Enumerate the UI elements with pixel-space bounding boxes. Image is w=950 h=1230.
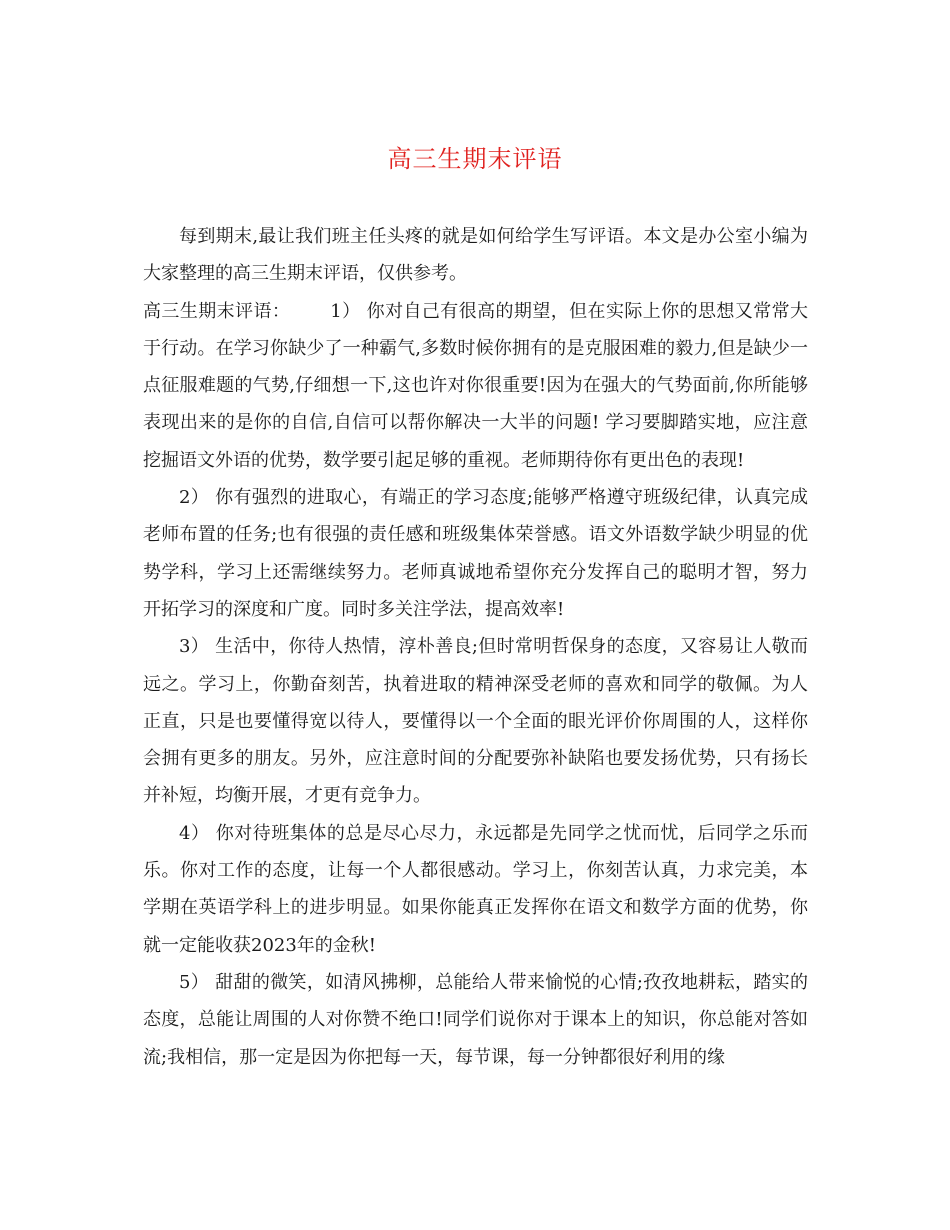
comment-text-1: 1） 你对自己有很高的期望，但在实际上你的思想又常常大于行动。在学习你缺少了一种霸气,多数时候你拥有的是克服困难的毅力,但是缺少一点征服难题的气势,仔细想一下,这也许对你很重要!因为在强大的气势面前,你所能够表现出来的是你的自信,自信可以帮你解决一大半的问题! 学习要脚踏实地，应注意挖掘语文外语的优势，数学要引起足够的重视。老师期待你有更出色的表现! xyxy=(143,300,809,471)
comment-paragraph-1 xyxy=(143,293,808,479)
page-title: 高三生期末评语 xyxy=(387,145,563,173)
comment-paragraph-3: 3） 生活中，你待人热情，淳朴善良;但时常明哲保身的态度，又容易让人敬而远之。学习上，你勤奋刻苦，执着进取的精神深受老师的喜欢和同学的敬佩。为人正直，只是也要懂得宽以待人，要懂得以一个全面的眼光评价你周围的人，这样你会拥有更多的朋友。另外，应注意时间的分配要弥补缺陷也要发扬优势，只有扬长并补短，均衡开展，才更有竞争力。 xyxy=(143,636,808,807)
comment-paragraph-5: 5） 甜甜的微笑，如清风拂柳，总能给人带来愉悦的心情;孜孜地耕耘，踏实的态度，总能让周围的人对你赞不绝口!同学们说你对于课本上的知识，你总能对答如流;我相信，那一定是因为你把每一天，每节课，每一分钟都很好利用的缘 xyxy=(143,971,808,1068)
section-label: 高三生期末评语： xyxy=(143,300,291,322)
document-body xyxy=(143,218,808,1076)
comment-paragraph-4: 4） 你对待班集体的总是尽心尽力，永远都是先同学之忧而忧，后同学之乐而乐。你对工作的态度，让每一个人都很感动。学习上，你刻苦认真，力求完美，本学期在英语学科上的进步明显。如果你能真正发挥你在语文和数学方面的优势，你就一定能收获2023年的金秋! xyxy=(143,822,808,956)
intro-paragraph: 每到期末,最让我们班主任头疼的就是如何给学生写评语。本文是办公室小编为大家整理的高三生期末评语，仅供参考。 xyxy=(143,226,808,285)
comment-paragraph-2: 2） 你有强烈的进取心，有端正的学习态度;能够严格遵守班级纪律，认真完成老师布置的任务;也有很强的责任感和班级集体荣誉感。语文外语数学缺少明显的优势学科，学习上还需继续努力。老师真诚地希望你充分发挥自己的聪明才智，努力开拓学习的深度和广度。同时多关注学法，提高效率! xyxy=(143,487,808,620)
